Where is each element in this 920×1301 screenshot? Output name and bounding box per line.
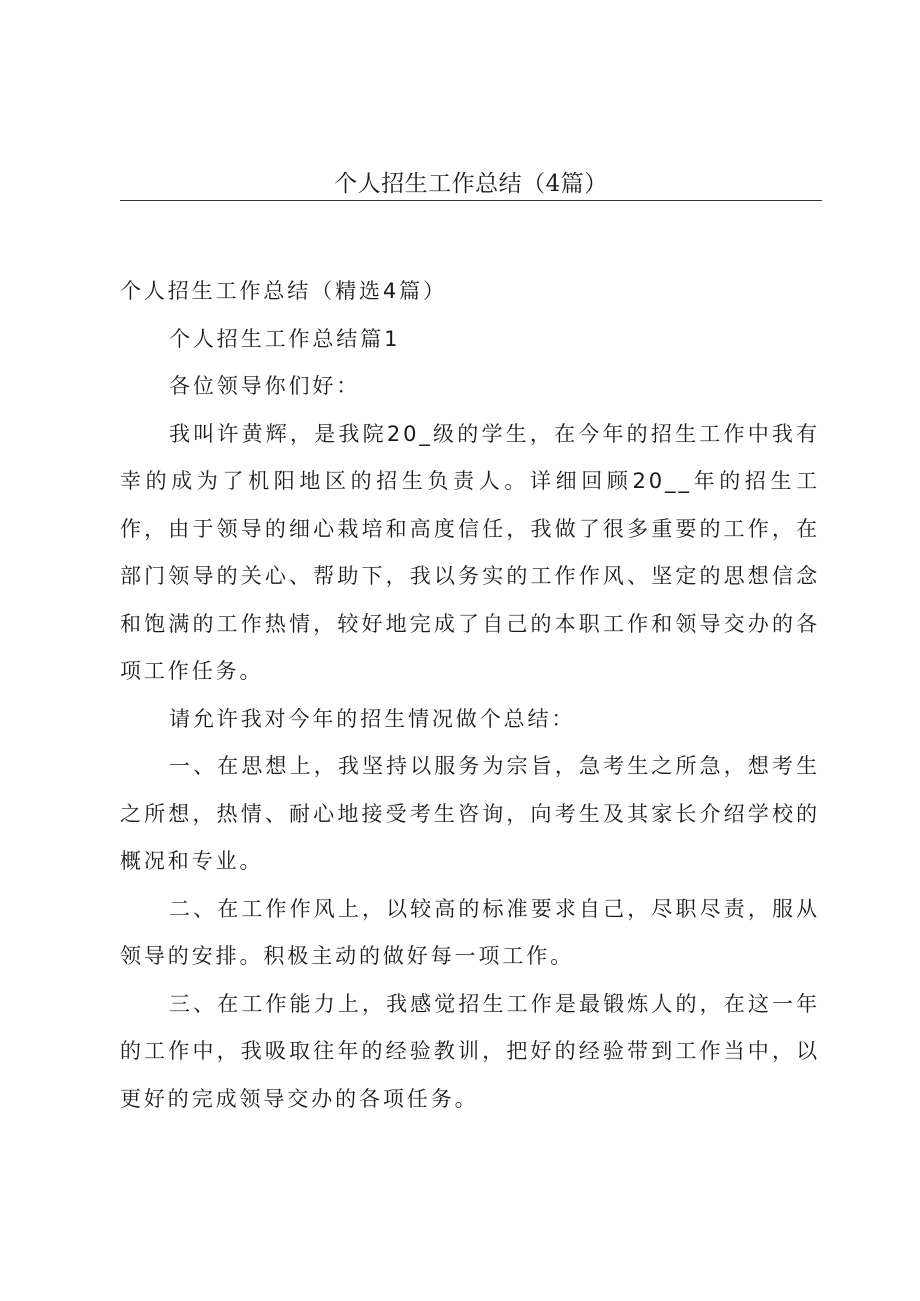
body-paragraph: 三、在工作能力上，我感觉招生工作是最锻炼人的，在这一年的工作中，我吸取往年的经验教训，把好的经验带到工作当中，以更好的完成领导交办的各项任务。 <box>120 991 820 1111</box>
title-divider <box>120 200 822 201</box>
section-heading: 个人招生工作总结篇1 <box>169 326 401 351</box>
body-paragraph: 一、在思想上，我坚持以服务为宗旨，急考生之所急，想考生之所想，热情、耐心地接受考生咨询，向考生及其家长介绍学校的概况和专业。 <box>120 754 820 873</box>
body-paragraph: 请允许我对今年的招生情况做个总结： <box>169 706 576 731</box>
body-paragraph: 二、在工作作风上，以较高的标准要求自己，尽职尽责，服从领导的安排。积极主动的做好每一项工作。 <box>120 896 820 968</box>
document-title: 个人招生工作总结（4篇） <box>334 171 608 197</box>
body-paragraph: 我叫许黄辉，是我院20_级的学生，在今年的招生工作中我有幸的成为了机阳地区的招生负责人。详细回顾20__年的招生工作，由于领导的细心栽培和高度信任，我做了很多重要的工作，在部门领导的关心、帮助下，我以务实的工作作风、坚定的思想信念和饱满的工作热情，较好地完成了自己的本职工作和领导交办的各项工作任务。 <box>120 421 820 683</box>
greeting-paragraph: 各位领导你们好： <box>169 374 361 398</box>
subtitle-paragraph: 个人招生工作总结（精选4篇） <box>120 279 447 303</box>
document-body <box>120 268 820 1123</box>
